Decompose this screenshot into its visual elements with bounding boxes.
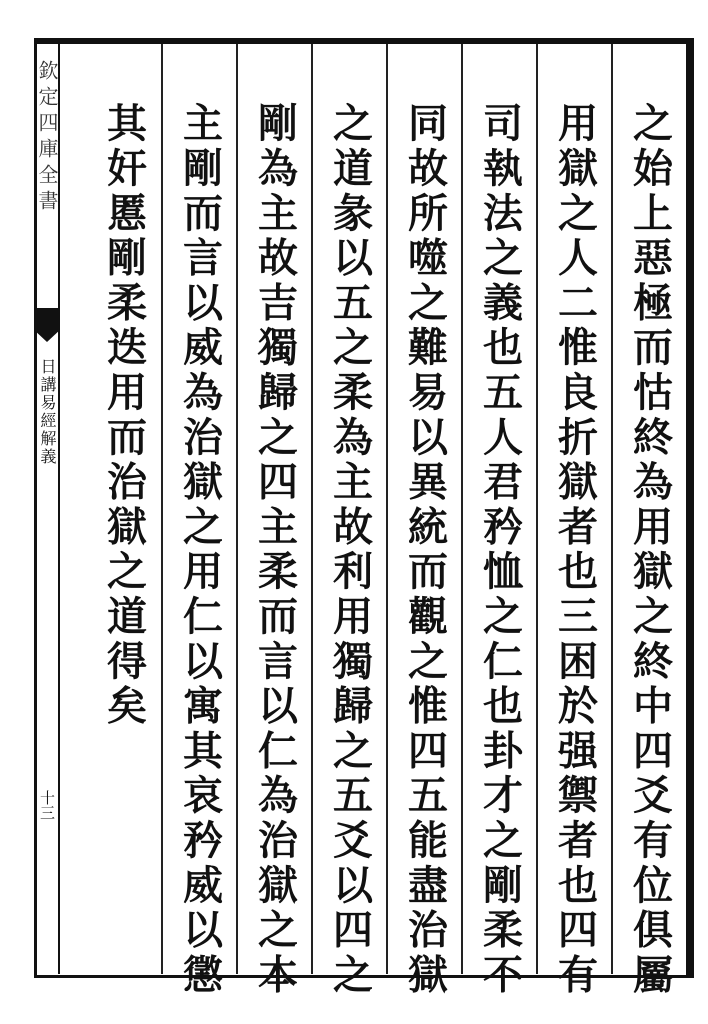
text-column-3	[461, 44, 536, 998]
margin-series-title: 欽定四庫全書	[35, 60, 59, 216]
text-column-2	[536, 44, 611, 998]
column-text: 剛為主故吉獨歸之四主柔而言以仁為治獄之本	[251, 102, 299, 998]
text-column-5	[311, 44, 386, 998]
margin-page-number: 十三	[38, 790, 56, 820]
text-column-7	[161, 44, 236, 998]
text-columns	[60, 44, 686, 998]
column-text: 同故所噬之難易以異統而觀之惟四五能盡治獄	[401, 102, 449, 998]
text-column-4	[386, 44, 461, 998]
column-text: 其奸慝剛柔迭用而治獄之道得矣	[100, 102, 148, 730]
right-border-rule	[686, 38, 694, 978]
column-text: 之道彖以五之柔為主故利用獨歸之五爻以四之	[326, 102, 374, 998]
text-column-1	[611, 44, 686, 998]
column-text: 用獄之人二惟良折獄者也三困於强禦者也四有	[551, 102, 599, 998]
column-text: 主剛而言以威為治獄之用仁以寓其哀矜威以懲	[176, 102, 224, 998]
text-column-6	[236, 44, 311, 998]
margin-book-title: 日講易經解義	[38, 358, 57, 466]
column-text: 司執法之義也五人君矜恤之仁也卦才之剛柔不	[476, 102, 524, 998]
text-column-8	[86, 44, 161, 974]
column-text: 之始上惡極而怙終為用獄之終中四爻有位俱屬	[626, 102, 674, 998]
